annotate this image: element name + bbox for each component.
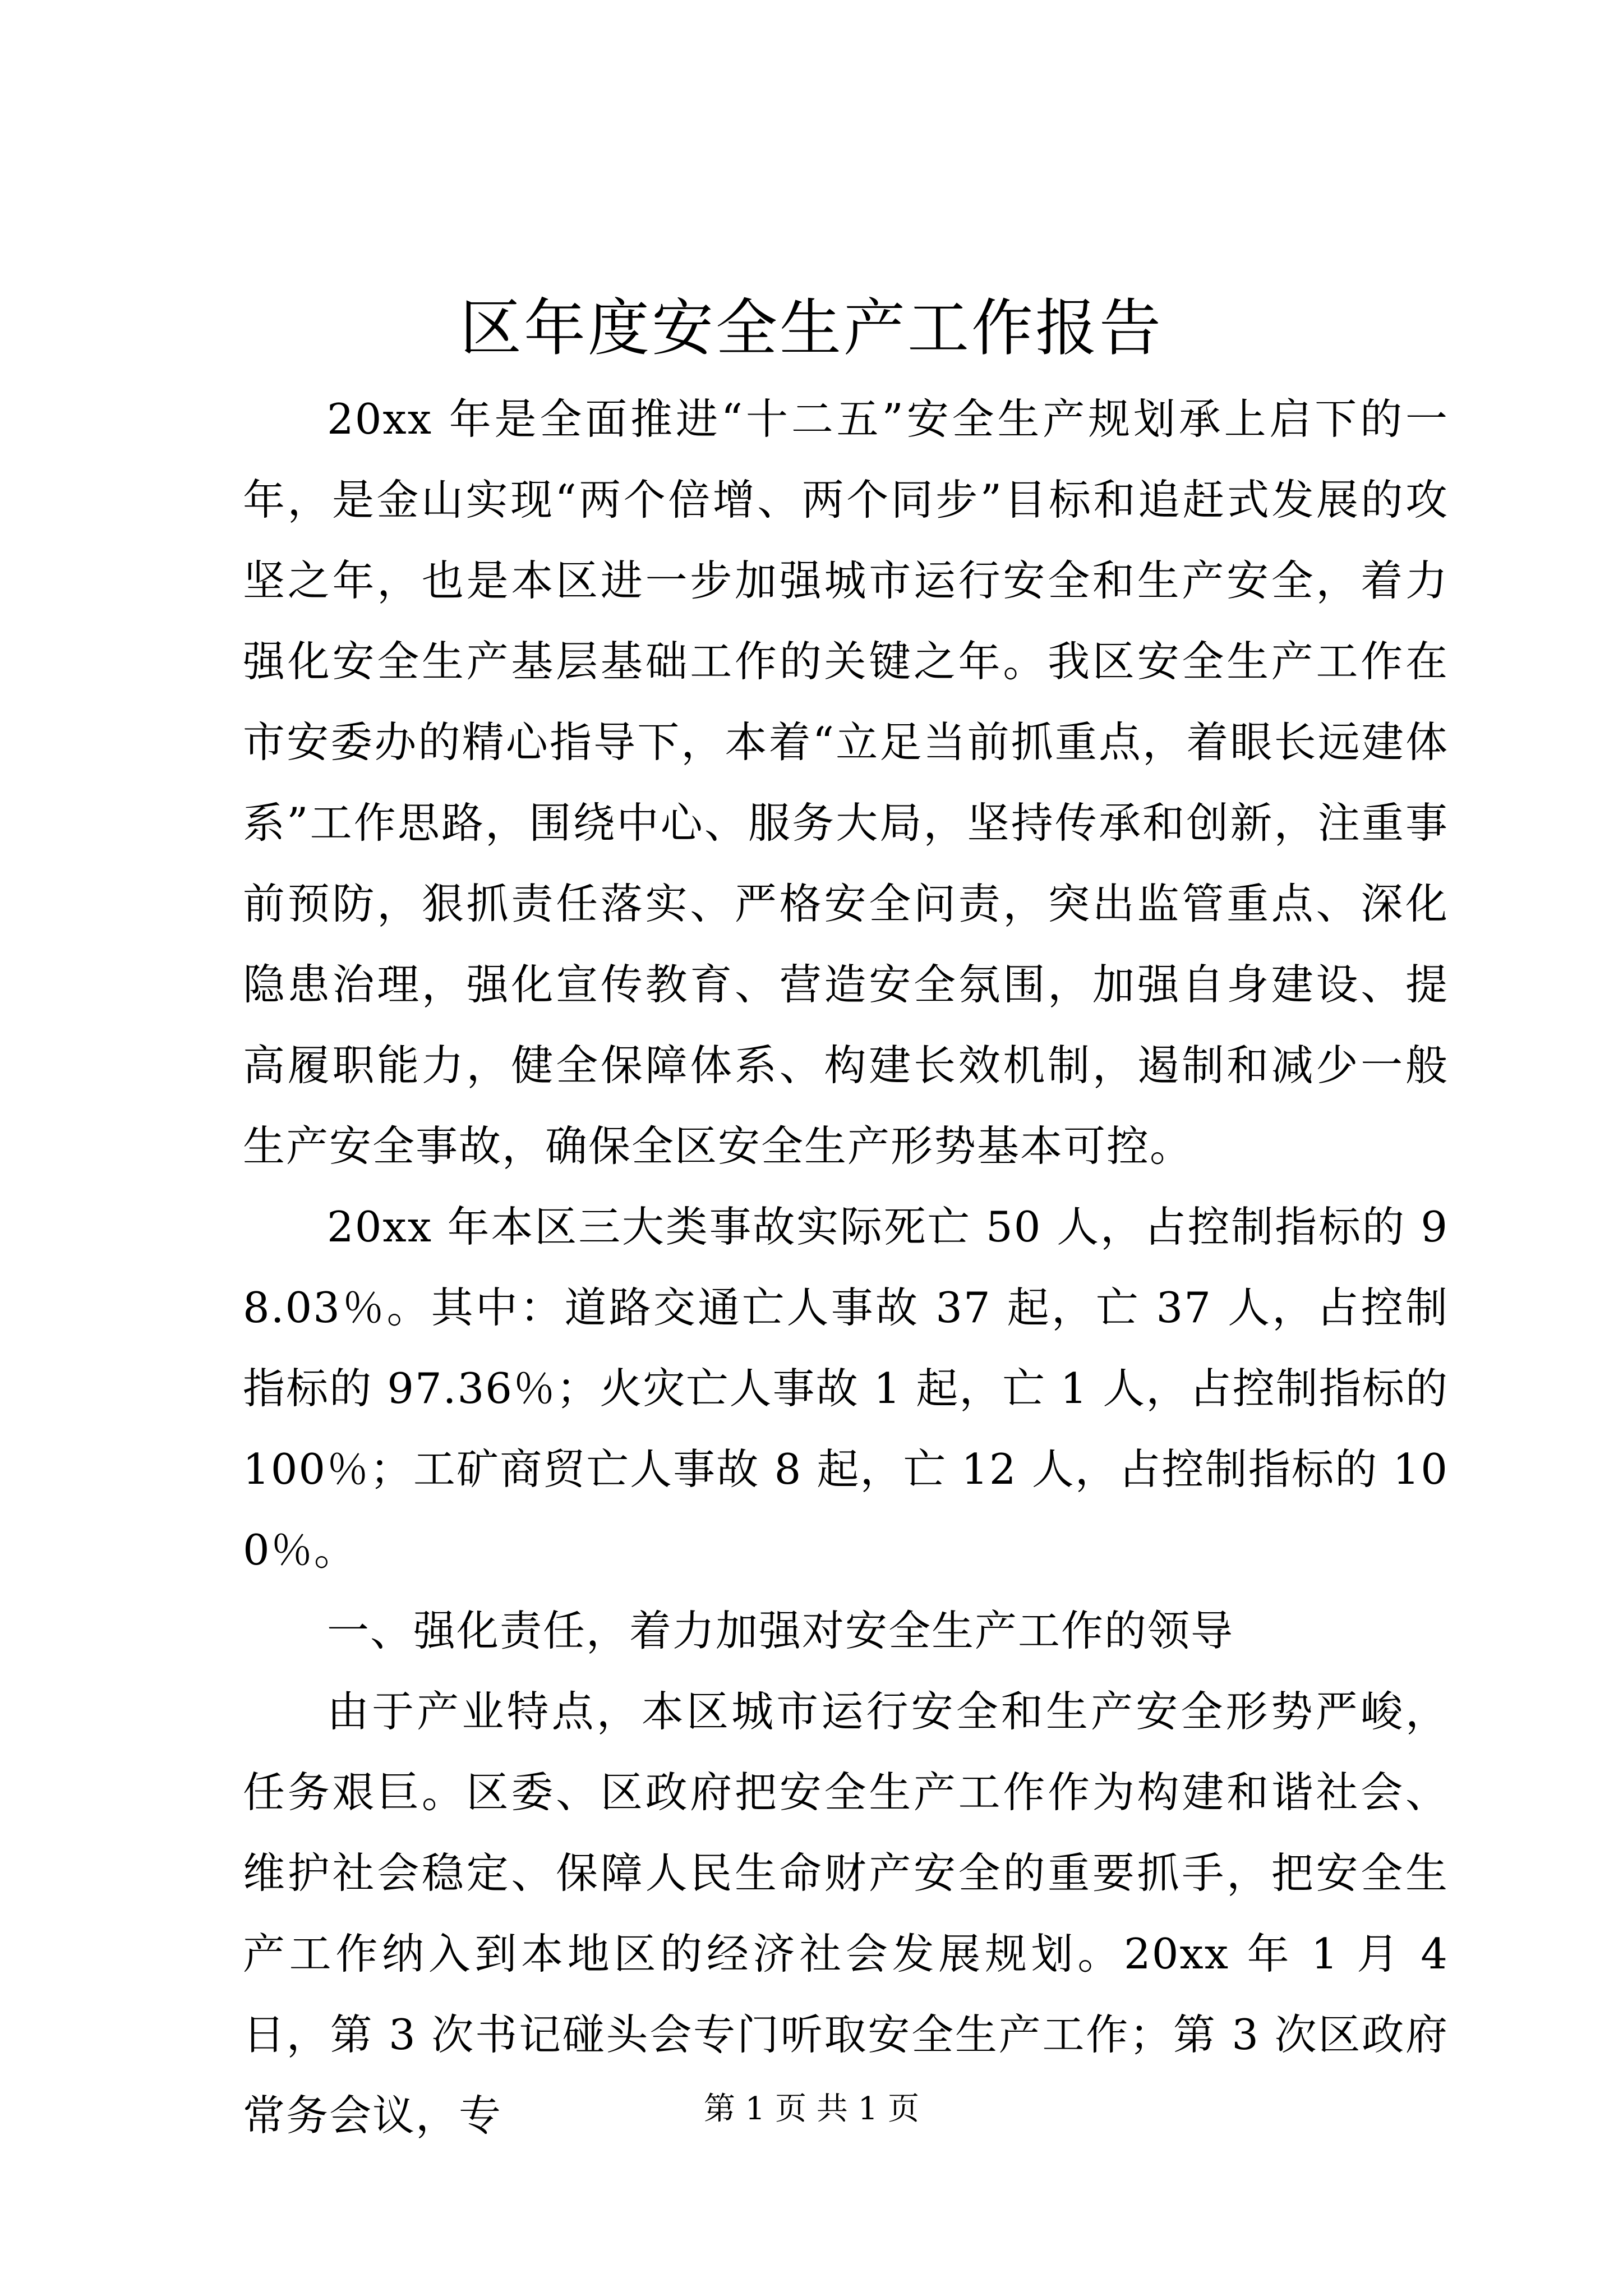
page-footer: 第 1 页 共 1 页 [703,2091,920,2127]
section-heading-1: 一、强化责任，着力加强对安全生产工作的领导 [327,1606,1234,1655]
document-body [243,379,1449,2156]
paragraph-statistics: 20xx 年本区三大类事故实际死亡 50 人，占控制指标的 98.03％。其中：道路交通亡人事故 37 起，亡 37 人，占控制指标的 97.36％；火灾亡人事故 1 起，亡 1 人，占控制指标的 100％；工矿商贸亡人事故 8 起，亡 12 人，占控制指标的 100％。 [243,1202,1449,1575]
document-title: 区年度安全生产工作报告 [460,292,1163,364]
paragraph-section-1: 由于产业特点，本区城市运行安全和生产安全形势严峻，任务艰巨。区委、区政府把安全生产工作作为构建和谐社会、维护社会稳定、保障人民生命财产安全的重要抓手，把安全生产工作纳入到本地区的经济社会发展规划。20xx 年 1 月 4 日，第 3 次书记碰头会专门听取安全生产工作；第 3 次区政府常务会议，专 [243,1687,1449,2140]
paragraph-intro: 20xx 年是全面推进“十二五”安全生产规划承上启下的一年，是金山实现“两个倍增、两个同步”目标和追赶式发展的攻坚之年，也是本区进一步加强城市运行安全和生产安全，着力强化安全生产基层基础工作的关键之年。我区安全生产工作在市安委办的精心指导下，本着“立足当前抓重点，着眼长远建体系”工作思路，围绕中心、服务大局，坚持传承和创新，注重事前预防，狠抓责任落实、严格安全问责，突出监管重点、深化隐患治理，强化宣传教育、营造安全氛围，加强自身建设、提高履职能力，健全保障体系、构建长效机制，遏制和减少一般生产安全事故，确保全区安全生产形势基本可控。 [243,394,1449,1171]
